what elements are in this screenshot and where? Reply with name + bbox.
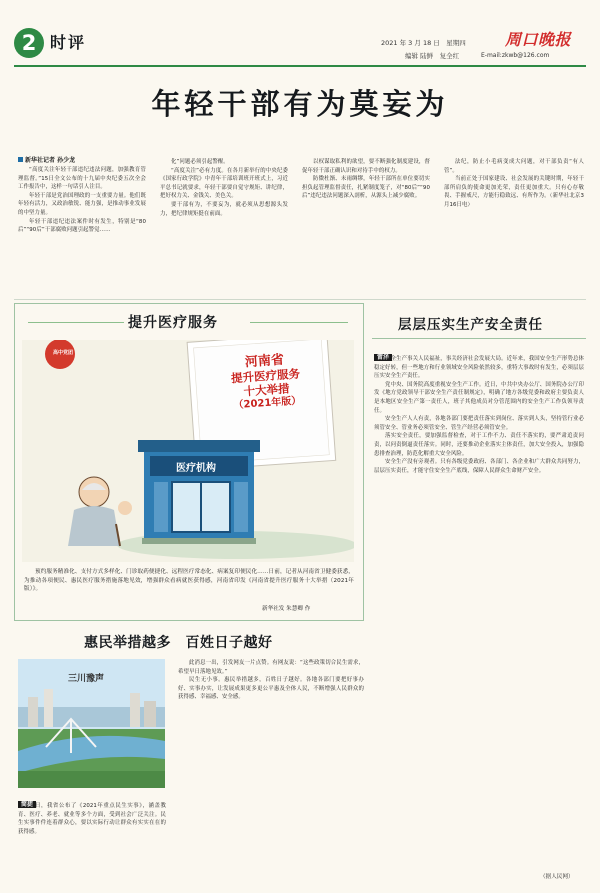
people-body-left	[18, 802, 166, 876]
paragraph: 当前正处于国家建设、社会发展的关键时期，年轻干部所肩负的使命更加光荣，责任更加重大。只有心存敬畏、手握戒尺，方能行稳致远、有所作为。（新华社北京3月16日电）	[444, 176, 584, 208]
main-headline: 年轻干部有为莫妄为	[151, 87, 449, 121]
title-rule-right	[250, 322, 348, 323]
header-divider	[14, 65, 586, 67]
elderly-man-icon	[79, 477, 109, 507]
editor-line: 编辑 陆鲜 复全红	[405, 52, 460, 60]
byline-square-icon	[18, 157, 23, 162]
byline-text: 新华社记者 孙少龙	[25, 157, 76, 164]
paragraph: 预约服务精准化、支付方式多样化、门诊取药便捷化、远程医疗常态化、病案复印便民化……日前，记者从河南省卫健委获悉，为推动各项便民、惠民医疗服务措施落地见效，增强群众看病就医获得感，河南省印发《河南省提升医疗服务十大举措（2021年版）》。	[24, 569, 354, 592]
paragraph: 党中央、国务院高度重视安全生产工作。近日，中共中央办公厅、国务院办公厅印发《地方党政领导干部安全生产责任制规定》，明确了地方各级党委和政府主要负责人是本地区安全生产第一责任人，班子其他成员对分管范围内的安全生产工作负领导责任。	[374, 381, 584, 414]
doc-title-line: （2021年版）	[233, 395, 302, 412]
contact-email: E-mail:zkwb@126.com	[481, 52, 550, 59]
safety-rule	[372, 338, 586, 339]
paragraph: “高度关注年轻干部违纪违法问题，加强教育管理监督。”15日全文公布的十九届中央纪委五次全会工作报告中，这样一句话引人注目。	[18, 167, 146, 191]
paragraph: 安全生产人人有责，各地各部门要把责任落实到岗位、落实到人头，坚持管行业必须管安全、管业务必须管安全、管生产经营必须管安全。	[374, 416, 584, 431]
paragraph: 要干部有为，不要妄为，就必须从思想源头发力，把纪律规矩挺在前面。	[160, 201, 288, 217]
paragraph: 年轻干部是党治国理政的一支重要力量。他们既年轻有活力，又政治敏锐、能力强，是推动事业发展的中坚力量。	[18, 192, 146, 216]
doc-title	[196, 349, 336, 414]
main-article-col-1	[18, 166, 146, 294]
safety-title: 层层压实生产安全责任	[398, 317, 543, 333]
section-divider	[14, 299, 586, 300]
medical-badge-label: 高中党团	[52, 350, 73, 356]
doc-title-line: 提升医疗服务	[230, 366, 301, 386]
paragraph: 安全生产事关人民福祉，事关经济社会发展大局。近年来，我国安全生产形势总体稳定好转，但一些地方和行业领域安全风险依然较多，重特大事故时有发生，必须层层压实安全生产责任。	[374, 356, 584, 380]
paragraph: 以权谋取私利的欲望，要不断强化制度建设，督促年轻干部正确认识和对待手中的权力。	[302, 159, 430, 174]
paragraph: 此消息一出，引发网友一片点赞。有网友说：“这些政策切合民生需求，希望早日落地见效。”	[178, 660, 364, 675]
people-tag-label: 简捷	[18, 801, 36, 808]
main-article-col-4	[444, 158, 584, 294]
paragraph: 民生无小事。惠民举措越多，百姓日子越好。各地各部门要把好事办好、实事办实，让发展成果更多更公平惠及全体人民，不断增强人民群众的获得感、幸福感、安全感。	[178, 677, 364, 701]
issue-date: 2021 年 3 月 18 日 星期四	[381, 39, 466, 47]
medical-credit: 新华社发 朱慧卿 作	[262, 606, 311, 612]
safety-body	[374, 355, 584, 870]
safety-source: （据人民网）	[540, 874, 574, 880]
byline	[18, 155, 75, 164]
title-rule-left	[28, 322, 124, 323]
paragraph: 安全生产没有旁观者。只有各级党委政府、各部门、各企业和广大群众共同努力，层层压实责任，才能守住安全生产底线，保障人民群众生命财产安全。	[374, 459, 584, 474]
safety-tag-label: 雷泽	[374, 354, 392, 361]
people-title: 惠民举措越多 百姓日子越好	[84, 635, 273, 651]
medical-box-title: 提升医疗服务	[128, 315, 218, 331]
paragraph: 落实安全责任，要加强监督检查，对于工作不力、责任不落实的，要严肃追责问责，以问责倒逼责任落实。同时，还要推动企业落实主体责任，加大安全投入，加强隐患排查治理，防范化解重大安全风险。	[374, 433, 584, 457]
paragraph: 年轻干部违纪违法案件时有发生，特别是“80后”“90后”干部腐败问题引起警觉……	[18, 218, 146, 234]
newspaper-logo: 周口晚报	[505, 30, 572, 49]
main-article-col-3	[302, 158, 430, 294]
main-article-col-2	[160, 158, 288, 294]
paragraph: 法纪，防止小毛病变成大问题，对干部负责“有人管”。	[444, 159, 584, 174]
photo-label: 三川豫声	[68, 674, 105, 684]
doc-title-line: 河南省	[244, 352, 285, 371]
paragraph: “高度关注”必有力度。在各月新举行的中央纪委《国家行政学院》中青年干部培训班开班式上，习近平总书记就要求，年轻干部要自觉守规矩、讲纪律，把好权力关、金钱关、美色关。	[160, 167, 288, 200]
paragraph: 防微杜渐、未雨绸缪，年轻干部所在单位要切实担负起管理监督责任，扎紧制度笼子，对“80后”“90后”违纪违法问题深入剖析，从源头上减少腐败。	[302, 176, 430, 200]
doc-title-line: 十大举措	[243, 381, 290, 399]
medical-caption	[24, 568, 354, 602]
clinic-sign: 医疗机构	[176, 463, 216, 474]
paragraph: 化”问题必须引起警醒。	[171, 159, 229, 165]
section-title: 时评	[50, 33, 87, 52]
page-number-badge: 2	[14, 28, 44, 58]
people-body-right	[178, 659, 364, 819]
paragraph: 近日，我省公布了《2021年重点民生实事》，涵盖教育、医疗、养老、就业等多个方面，受到社会广泛关注。民生实事件件连着群众心，要以实际行动让群众有实实在在的获得感。	[18, 803, 166, 835]
